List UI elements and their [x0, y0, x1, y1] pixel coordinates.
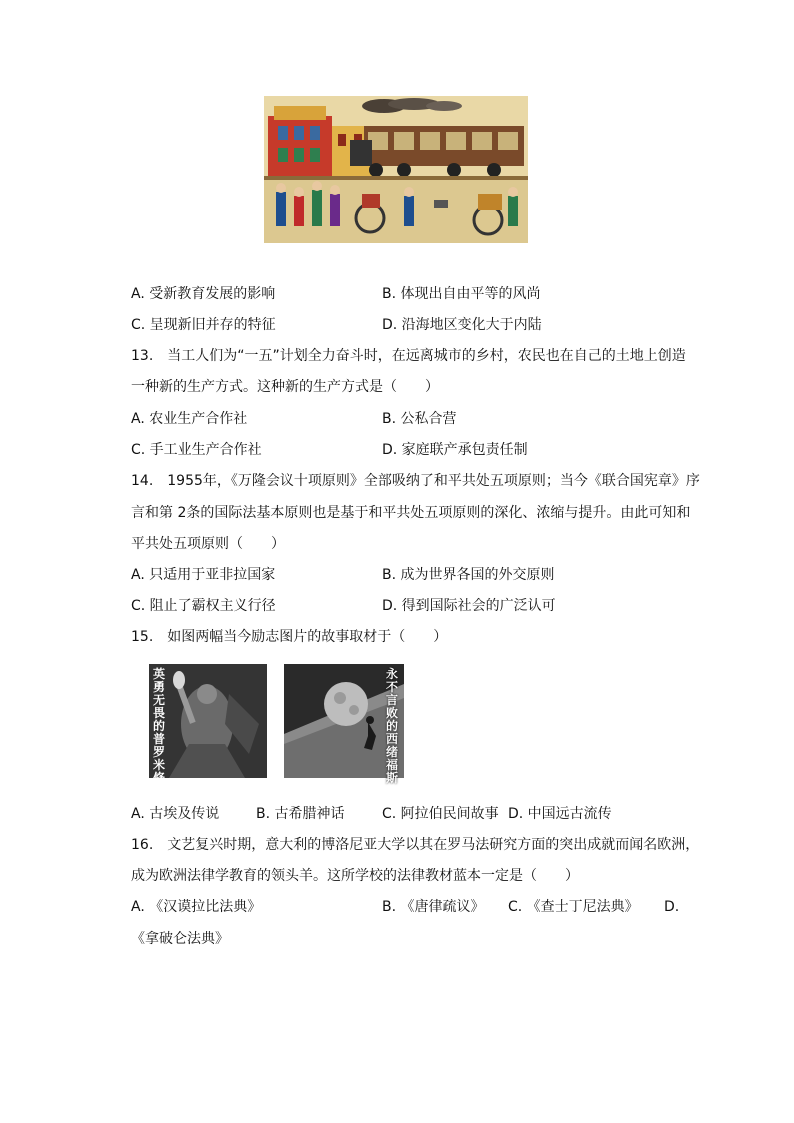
q14-stem-line2: 言和第 2条的国际法基本原则也是基于和平共处五项原则的深化、浓缩与提升。由此可知和 — [131, 505, 691, 521]
q16-stem-line2: 成为欧洲法律学教育的领头羊。这所学校的法律教材蓝本一定是（ ） — [131, 868, 579, 884]
q14-option-b: B. 成为世界各国的外交原则 — [382, 567, 555, 583]
q16-option-d-text: 《拿破仑法典》 — [131, 931, 229, 947]
q14-option-d: D. 得到国际社会的广泛认可 — [382, 598, 556, 614]
q16-option-d: D. — [664, 899, 680, 915]
street-scene-painting — [264, 96, 528, 243]
q12-option-c: C. 呈现新旧并存的特征 — [131, 317, 276, 333]
q16-stem-line1 — [131, 835, 699, 855]
q13-option-c: C. 手工业生产合作社 — [131, 442, 262, 458]
q15-number: 15. — [131, 629, 154, 645]
prometheus-caption: 英勇无畏的普罗米修斯 — [153, 667, 166, 798]
q15-option-a: A. 古埃及传说 — [131, 806, 220, 822]
q16-option-b: B. 《唐律疏议》 — [382, 899, 485, 915]
q14-stem-line3: 平共处五项原则（ ） — [131, 536, 285, 552]
q13-stem-line2: 一种新的生产方式。这种新的生产方式是（ ） — [131, 379, 439, 395]
q13-option-a: A. 农业生产合作社 — [131, 411, 248, 427]
q12-option-b: B. 体现出自由平等的风尚 — [382, 286, 541, 302]
q13-stem-text: 当工人们为“一五”计划全力奋斗时，在远离城市的乡村，农民也在自己的土地上创造 — [167, 348, 686, 364]
prometheus-picture — [149, 664, 267, 798]
sisyphus-caption: 永不言败的西绪福斯 — [386, 667, 399, 785]
q15-stem-line1 — [131, 627, 447, 647]
q15-option-d: D. 中国远古流传 — [508, 806, 612, 822]
q14-option-a: A. 只适用于亚非拉国家 — [131, 567, 276, 583]
q16-option-c: C. 《查士丁尼法典》 — [508, 899, 639, 915]
q16-number: 16. — [131, 837, 154, 853]
q13-stem-line1 — [131, 346, 686, 366]
q15-stem-text: 如图两幅当今励志图片的故事取材于（ ） — [167, 629, 448, 645]
q14-stem-line1 — [131, 471, 700, 491]
q15-option-b: B. 古希腊神话 — [256, 806, 345, 822]
q16-option-a: A. 《汉谟拉比法典》 — [131, 899, 262, 915]
q12-option-d: D. 沿海地区变化大于内陆 — [382, 317, 542, 333]
q16-stem-text: 文艺复兴时期，意大利的博洛尼亚大学以其在罗马法研究方面的突出成就而闻名欧洲， — [167, 837, 700, 853]
q14-option-c: C. 阻止了霸权主义行径 — [131, 598, 276, 614]
q14-number: 14. — [131, 473, 154, 489]
q13-option-b: B. 公私合营 — [382, 411, 457, 427]
q13-option-d: D. 家庭联产承包责任制 — [382, 442, 528, 458]
q13-number: 13. — [131, 348, 154, 364]
sisyphus-picture — [284, 664, 404, 785]
q15-option-c: C. 阿拉伯民间故事 — [382, 806, 499, 822]
q12-option-a: A. 受新教育发展的影响 — [131, 286, 276, 302]
q14-stem-text: 1955年，《万隆会议十项原则》全部吸纳了和平共处五项原则；当今《联合国宪章》序 — [167, 473, 700, 489]
